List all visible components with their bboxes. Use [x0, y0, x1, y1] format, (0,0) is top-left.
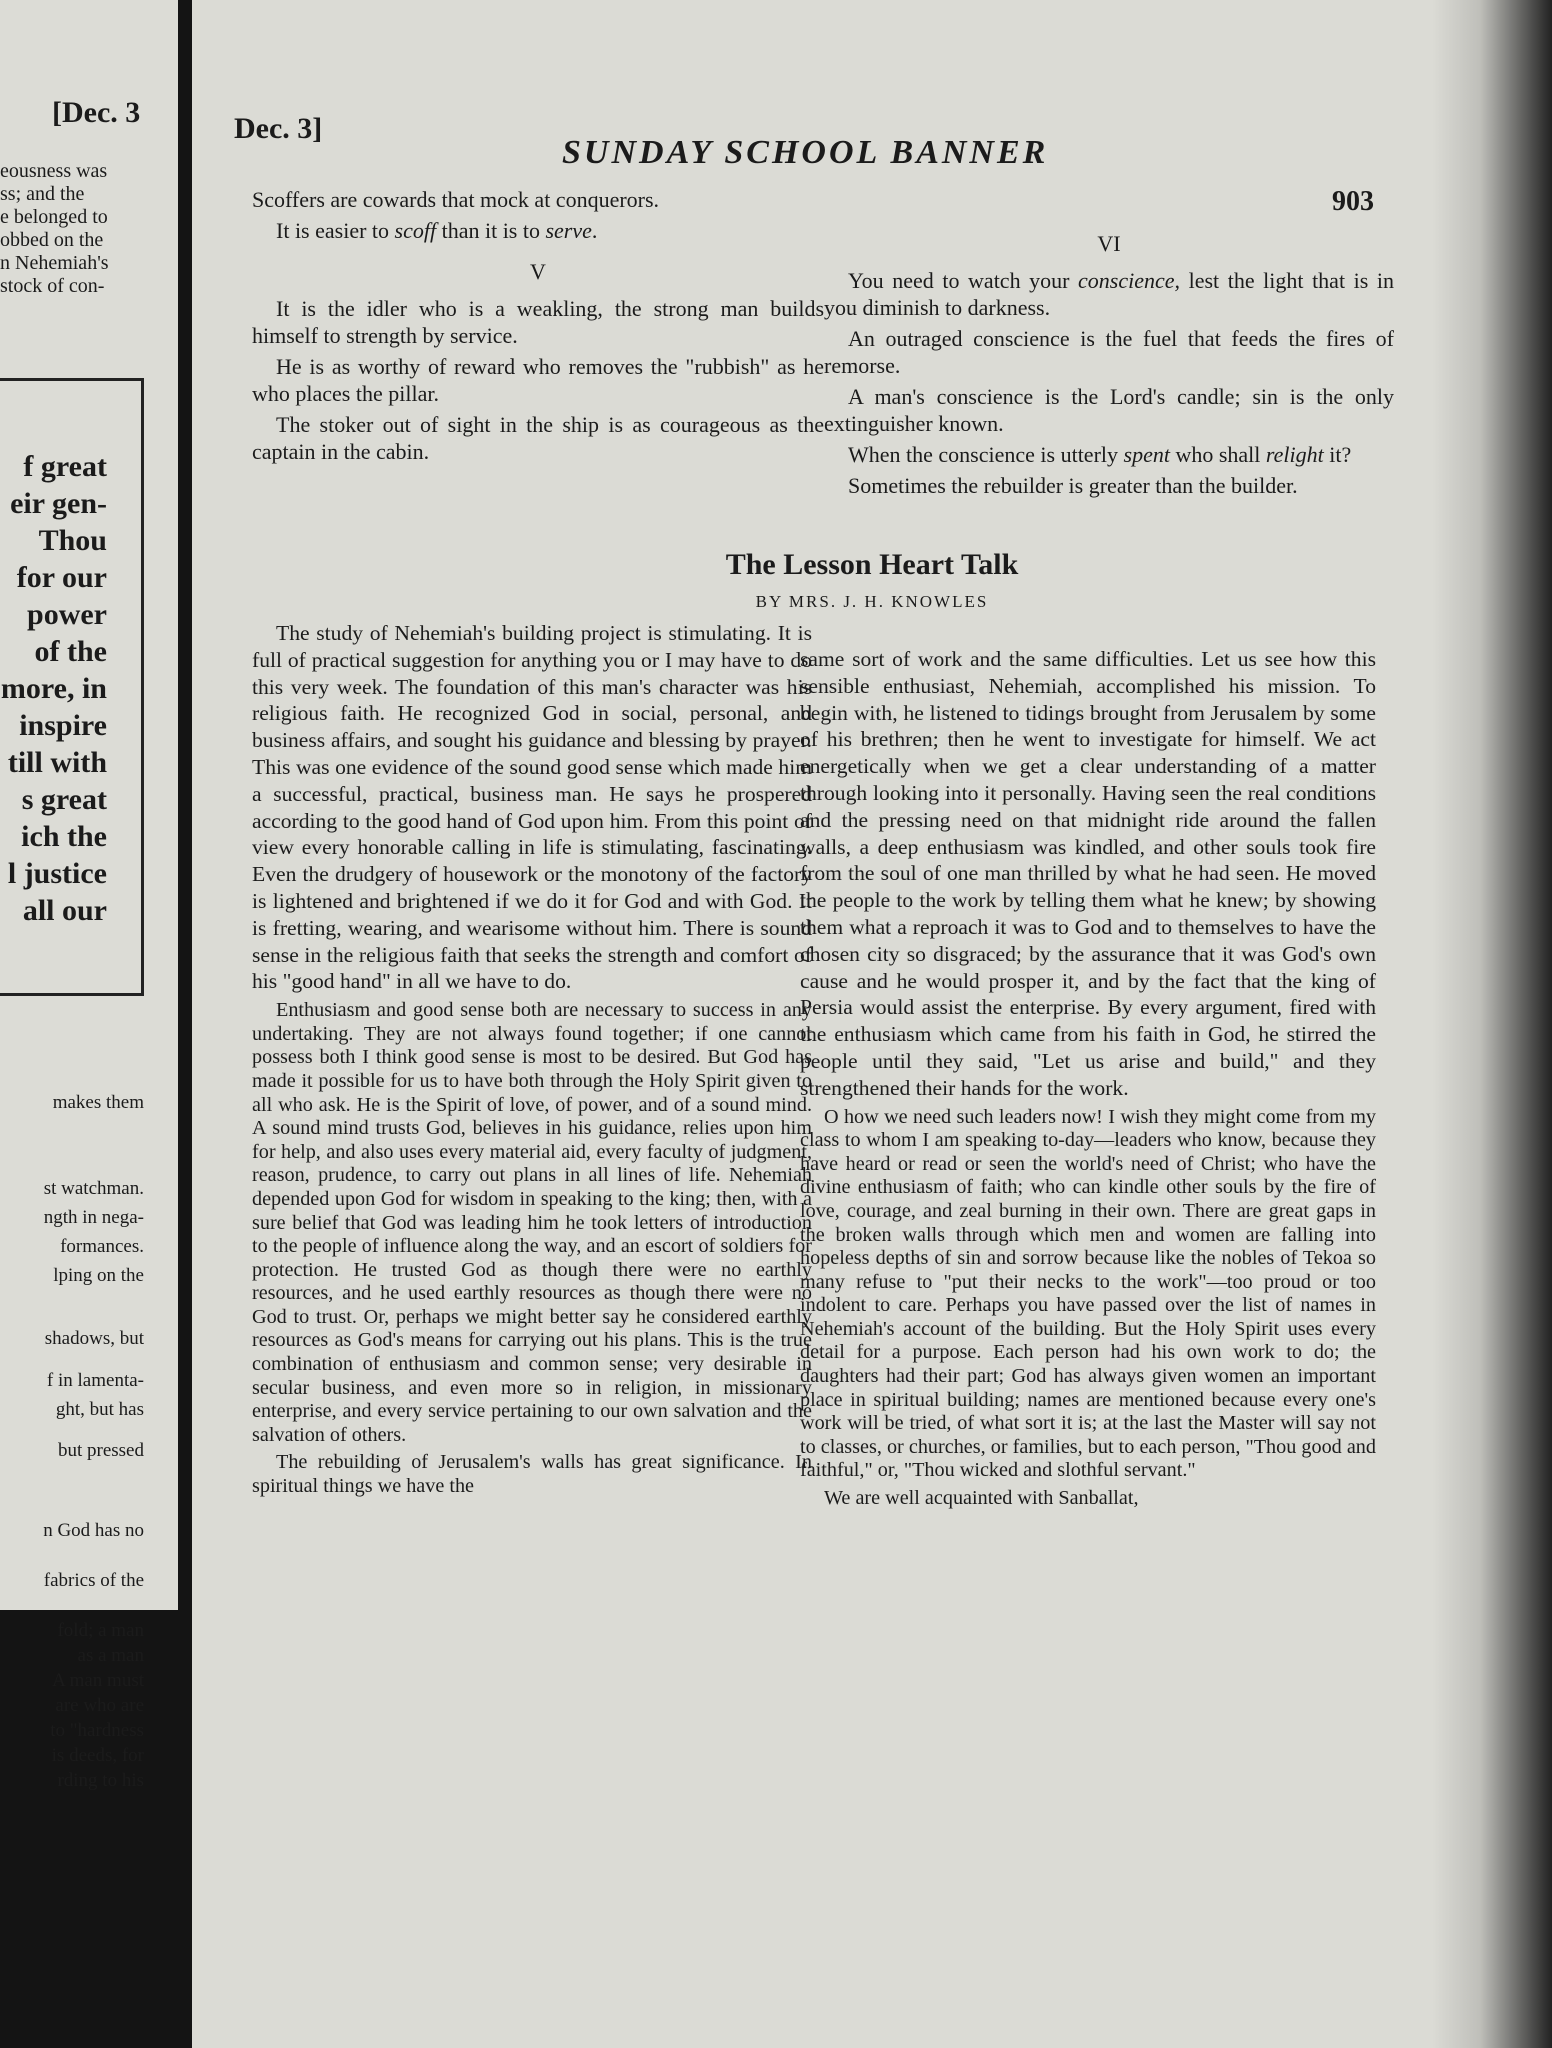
- aphorism: He is as worthy of reward who removes the "rubbish" as he who places the pillar.: [252, 354, 824, 406]
- boxed-quote-line: l justice: [7, 857, 107, 890]
- previous-page-line: ss; and the: [0, 183, 85, 205]
- boxed-quote-line: s great: [21, 783, 107, 816]
- previous-page-line: eousness was: [0, 160, 108, 182]
- main-page: [192, 0, 1552, 2048]
- publication-title: SUNDAY SCHOOL BANNER: [562, 134, 1049, 171]
- previous-page-line: rding to his: [57, 1770, 144, 1791]
- aphorisms-right-column: [824, 231, 1394, 503]
- aphorism: Scoffers are cowards that mock at conquerors.: [252, 187, 660, 212]
- previous-page-line: n God has no: [43, 1520, 144, 1541]
- previous-page-line: shadows, but: [44, 1328, 144, 1349]
- boxed-quote-line: eir gen-: [10, 487, 107, 520]
- aphorism: The stoker out of sight in the ship is as courageous as the captain in the cabin.: [252, 412, 824, 464]
- boxed-quote-line: more, in: [0, 672, 107, 705]
- aphorism: When the conscience is utterly spent who shall relight it?: [848, 442, 1352, 467]
- previous-page-line: fabrics of the: [43, 1570, 144, 1591]
- previous-page-line: st watchman.: [43, 1178, 144, 1199]
- page-number: 903: [1332, 186, 1374, 217]
- article-paragraph: The rebuilding of Jerusalem's walls has great significance. In spiritual things we have the: [252, 1451, 812, 1498]
- aphorisms-left-column: [252, 186, 824, 469]
- previous-page-line: to "hardness: [50, 1720, 144, 1741]
- aphorism: An outraged conscience is the fuel that feeds the fires of remorse.: [824, 326, 1394, 378]
- aphorism: It is the idler who is a weakling, the strong man builds himself to strength by service.: [252, 296, 824, 348]
- previous-page-line: obbed on the: [0, 229, 104, 251]
- previous-page-line: fold; a man: [57, 1620, 144, 1641]
- previous-page-line: A man must: [52, 1670, 144, 1691]
- previous-page-line: ght, but has: [55, 1399, 144, 1420]
- previous-page-boxed-quote: [0, 378, 144, 996]
- previous-page-strip: [0, 0, 178, 1791]
- article-right-column: [800, 646, 1376, 1515]
- article-left-column: [252, 620, 812, 1503]
- article-paragraph: Enthusiasm and good sense both are necessary to success in any undertaking. They are not always found together; if one cannot possess both I think good sense is most to be desired. But God has made it possible for us to have both through the Holy Spirit given to all who ask. He is the Spirit of love, of power, and of a sound mind. A sound mind trusts God, believes in his guidance, relies upon him for help, and also uses every material aid, every faculty of judgment, reason, prudence, to carry out plans in all lines of life. Nehemiah depended upon God for wisdom in speaking to the king; then, with a sure belief that God was leading him he took letters of introduction to the people of influence along the way, and an escort of soldiers for protection. He trusted God as though there were no earthly resources, and he used earthly resources as though there were no God to trust. Or, perhaps we might better say he considered earthly resources as God's means for carrying out his plans. This is the true combination of enthusiasm and common sense; very desirable in secular business, and even more so in religion, in missionary enterprise, and every service pertaining to our own salvation and the salvation of others.: [252, 999, 812, 1446]
- article-paragraph: same sort of work and the same difficulties. Let us see how this sensible enthusiast, Nehemiah, accomplished his mission. To begin with, he listened to tidings brought from Jerusalem by some of his brethren; then he went to investigate for himself. We act energetically when we get a clear understanding of a matter through looking into it personally. Having seen the real conditions and the pressing need on that midnight ride around the fallen walls, a deep enthusiasm was kindled, and other souls took fire from the soul of one man thrilled by what he had seen. He moved the people to the work by telling them what he knew; by showing them what a reproach it was to God and to themselves to have the chosen city so disgraced; by the assurance that it was God's own cause and he would prosper it, and by the fact that the king of Persia would assist the enterprise. By every argument, fired with the enthusiasm which came from his faith in God, he stirred the people until they said, "Let us arise and build," and they strengthened their hands for the work.: [800, 647, 1376, 1100]
- previous-page-line: n Nehemiah's: [0, 252, 109, 274]
- article-paragraph: The study of Nehemiah's building project is stimulating. It is full of practical suggestion for anything you or I may have to do this very week. The foundation of this man's character was his religious faith. He recognized God in social, personal, and business affairs, and sought his guidance and blessing by prayer. This was one evidence of the sound good sense which made him a successful, practical, business man. He says he prospered according to the good hand of God upon him. From this point of view every honorable calling in life is stimulating, fascinating. Even the drudgery of housework or the monotony of the factory is lightened and brightened if we do it for God and with God. It is fretting, wearing, and wearisome without him. There is sound sense in the religious faith that seeks the strength and comfort of his "good hand" in all we have to do.: [252, 621, 812, 994]
- aphorism: It is easier to scoff than it is to serve.: [276, 218, 598, 243]
- article-title: The Lesson Heart Talk: [725, 548, 1019, 581]
- section-heading-v: V: [530, 259, 546, 284]
- boxed-quote-line: all our: [22, 894, 107, 927]
- aphorism: You need to watch your conscience, lest the light that is in you diminish to darkness.: [824, 268, 1394, 320]
- boxed-quote-line: for our: [16, 561, 107, 594]
- boxed-quote-line: f great: [23, 450, 107, 483]
- boxed-quote-line: till with: [7, 746, 107, 779]
- previous-page-line: ngth in nega-: [43, 1207, 144, 1228]
- previous-page-line: lping on the: [53, 1265, 144, 1286]
- boxed-quote-line: of the: [34, 635, 107, 668]
- article-paragraph: We are well acquainted with Sanballat,: [824, 1487, 1139, 1510]
- boxed-quote-line: inspire: [19, 709, 107, 742]
- boxed-quote-line: power: [27, 598, 107, 631]
- boxed-quote-line: ich the: [21, 820, 107, 853]
- page-date-header: Dec. 3]: [234, 112, 323, 145]
- boxed-quote-line: Thou: [38, 524, 107, 557]
- previous-page-line: are who are: [55, 1695, 144, 1716]
- aphorism: Sometimes the rebuilder is greater than the builder.: [848, 473, 1298, 498]
- previous-page-line: but pressed: [57, 1440, 144, 1461]
- aphorism: A man's conscience is the Lord's candle; sin is the only extinguisher known.: [824, 384, 1394, 436]
- previous-page-line: makes them: [52, 1092, 144, 1113]
- section-heading-vi: VI: [1097, 231, 1121, 256]
- previous-page-line: as a man: [77, 1645, 144, 1666]
- previous-page-line: formances.: [60, 1236, 144, 1257]
- previous-page-header: [Dec. 3: [52, 96, 141, 129]
- previous-page-line: stock of con-: [0, 275, 105, 297]
- previous-page-line: f in lamenta-: [46, 1370, 144, 1391]
- article-byline: BY MRS. J. H. KNOWLES: [755, 592, 989, 611]
- previous-page-line: e belonged to: [0, 206, 108, 228]
- previous-page-line: is deeds, for: [51, 1745, 144, 1766]
- article-paragraph: O how we need such leaders now! I wish they might come from my class to whom I am speaking to-day—leaders who know, because they have heard or read or seen the world's need of Christ; who have the divine enthusiasm of faith; who can kindle other souls by the fire of love, courage, and zeal burning in their own. There are great gaps in the broken walls through which men and women are falling into hopeless depths of sin and sorrow because like the nobles of Tekoa so many refuse to "put their necks to the work"—too proud or too indolent to care. Perhaps you have passed over the list of names in Nehemiah's account of the building. But the Holy Spirit uses every detail for a purpose. Each person had his own work to do; the daughters had their part; God has always given women an important place in spiritual building; names are mentioned because every one's work will be tried, of what sort it is; at the last the Master will say not to classes, or churches, or families, but to each person, "Thou good and faithful," or, "Thou wicked and slothful servant.": [800, 1105, 1376, 1482]
